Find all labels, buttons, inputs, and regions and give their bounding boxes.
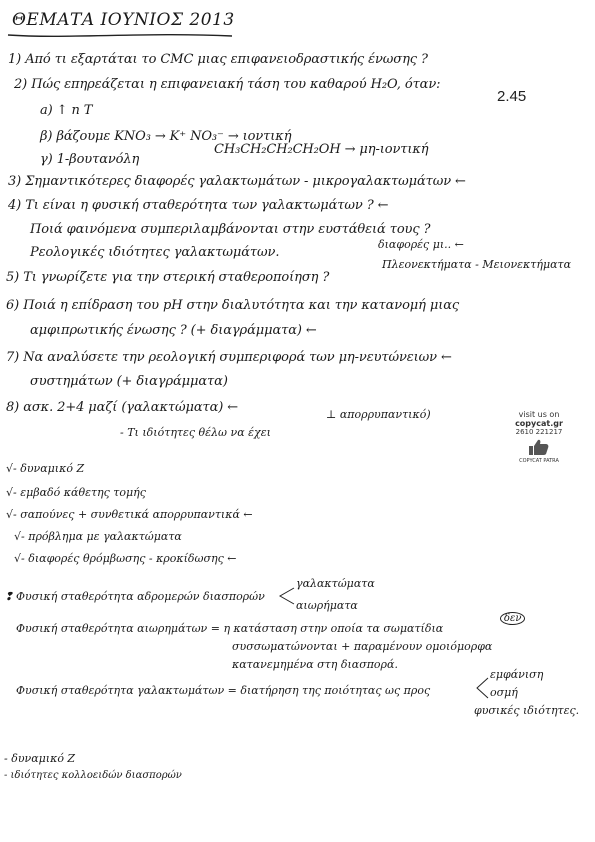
question-8-note-detergent: ⊥ απορρυπαντικό) [326,408,431,421]
stamp-line-visit: visit us on [518,410,560,419]
question-2a-text: ↑ n T [56,103,93,118]
checklist-item: √- δυναμικό Z [6,462,85,475]
bottom-note: - ιδιότητες κολλοειδών διασπορών [4,770,182,781]
branch-bracket-icon [276,586,298,606]
question-2a [40,103,92,118]
checklist-item: √- πρόβλημα με γαλακτώματα [14,530,182,543]
thumbs-up-icon [528,438,550,456]
question-1-text: Από τι εξαρτάται το CMC μιας επιφανειοδραστικής ένωσης ? [25,52,428,67]
question-2c-text: 1-βουτανόλη [56,152,140,167]
question-8-note: - Τι ιδιότητες θέλω να έχει [120,426,271,439]
question-4-line3: Ρεολογικές ιδιότητες γαλακτωμάτων. [30,245,280,260]
question-3-number: 3) [8,174,22,189]
question-4 [8,198,388,213]
note-bullet-icon: ❢ [4,590,14,603]
note-coarse-branch-bottom: αιωρήματα [296,599,358,612]
question-2c [40,152,139,167]
butanol-formula: CH₃CH₂CH₂CH₂OH → μη-ιοντική [214,142,429,157]
score-label: 2.45 [497,88,527,105]
page-title: ΘΕΜΑΤΑ ΙΟΥΝΙΟΣ 2013 [12,10,235,30]
question-2c-number: γ) [40,152,53,167]
question-8-text: ασκ. 2+4 μαζί (γαλακτώματα) ← [23,400,239,415]
question-5 [6,270,329,285]
question-3-text: Σημαντικότερες διαφορές γαλακτωμάτων - μικρογαλακτωμάτων ← [25,174,466,189]
question-2b-number: β) [40,129,53,144]
question-4-number: 4) [8,198,22,213]
question-7-text: Να αναλύσετε την ρεολογική συμπεριφορά των μη-νευτώνειων ← [23,350,452,365]
title-underline [6,31,236,41]
checklist-item: √- εμβαδό κάθετης τομής [6,486,146,499]
note-emulsion-stability: Φυσική σταθερότητα γαλακτωμάτων = διατήρηση της ποιότητας ως προς [16,684,431,697]
note-coarse-branch-top: γαλακτώματα [296,577,375,590]
note-emulsion-opt-physical: φυσικές ιδιότητες. [474,704,580,717]
question-5-note-pros-cons: Πλεονεκτήματα - Μειονεκτήματα [382,258,572,271]
question-6-line2: αμφιπρωτικής ένωσης ? (+ διαγράμματα) ← [30,323,317,338]
question-7-number: 7) [6,350,20,365]
question-6 [6,298,459,313]
question-4-line2: Ποιά φαινόμενα συμπεριλαμβάνονται στην ευστάθειά τους ? [30,222,431,237]
question-4-text: Τι είναι η φυσική σταθερότητα των γαλακτωμάτων ? ← [25,198,389,213]
question-5-note-differences: διαφορές μι.. ← [378,238,464,251]
bottom-note: - δυναμικό Z [4,752,76,765]
checklist-item: √- διαφορές θρόμβωσης - κροκίδωσης ← [14,552,237,565]
stamp-line-site: copycat.gr [515,419,563,428]
question-5-number: 5) [6,270,20,285]
question-2-text: Πώς επηρεάζεται η επιφανειακή τάση του καθαρού H₂O, όταν: [31,77,441,92]
question-6-text: Ποιά η επίδραση του pH στην διαλυτότητα και την κατανομή μιας [23,298,460,313]
checklist-item: √- σαπούνες + συνθετικά απορρυπαντικά ← [6,508,253,521]
question-3 [8,174,466,189]
stamp-line-name: COPYCAT PATRA [519,458,559,464]
question-1 [8,52,428,67]
question-6-number: 6) [6,298,20,313]
question-2a-number: a) [40,103,53,118]
circled-word: δεν [500,612,525,625]
question-2b-text: βάζουμε KNO₃ → K⁺ NO₃⁻ → ιοντική [56,129,292,144]
question-8 [6,400,238,415]
question-2 [14,77,440,92]
question-7-line2: συστημάτων (+ διαγράμματα) [30,374,228,389]
question-1-number: 1) [8,52,22,67]
copycat-stamp [504,410,574,464]
note-coarse-dispersions: Φυσική σταθερότητα αδρομερών διασπορών [16,590,265,603]
question-5-text: Τι γνωρίζετε για την στερική σταθεροποίηση ? [23,270,330,285]
note-emulsion-opt-odor: οσμή [490,686,518,699]
question-8-number: 8) [6,400,20,415]
stamp-line-phone: 2610 221217 [515,428,563,436]
note-suspension-stability: Φυσική σταθερότητα αιωρημάτων = η κατάσταση στην οποία τα σωματίδια [16,622,444,635]
note-emulsion-opt-appearance: εμφάνιση [490,668,544,681]
note-suspension-line3: κατανεμημένα στη διασπορά. [232,658,398,671]
note-suspension-line2: συσσωματώνονται + παραμένουν ομοιόμορφα [232,640,493,653]
options-bracket-icon [474,676,492,702]
question-7 [6,350,452,365]
question-2-number: 2) [14,77,28,92]
